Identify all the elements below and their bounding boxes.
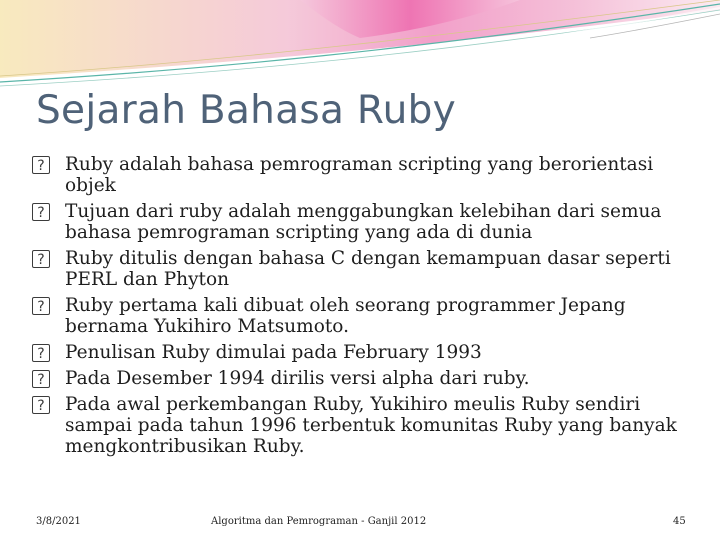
bullet-text: Pada Desember 1994 dirilis versi alpha dari ruby. <box>65 368 530 389</box>
bullet-text: Pada awal perkembangan Ruby, Yukihiro meulis Ruby sendiri sampai pada tahun 1996 terbentuk komunitas Ruby yang banyak mengkontribusikan Ruby. <box>65 394 677 457</box>
unknown-glyph-icon: ? <box>32 370 50 388</box>
bullet-text: Ruby pertama kali dibuat oleh seorang programmer Jepang bernama Yukihiro Matsumoto. <box>65 295 626 337</box>
list-item <box>30 201 700 243</box>
unknown-glyph-icon: ? <box>32 297 50 315</box>
list-item <box>30 154 700 196</box>
unknown-glyph-icon: ? <box>32 156 50 174</box>
bullet-text: Tujuan dari ruby adalah menggabungkan kelebihan dari semua bahasa pemrograman scripting yang ada di dunia <box>65 201 662 243</box>
bullet-list <box>30 154 700 462</box>
footer-course: Algoritma dan Pemrograman - Ganjil 2012 <box>211 516 427 527</box>
unknown-glyph-icon: ? <box>32 250 50 268</box>
page-number: 45 <box>673 516 686 527</box>
list-item <box>30 342 700 363</box>
unknown-glyph-icon: ? <box>32 344 50 362</box>
bullet-text: Penulisan Ruby dimulai pada February 1993 <box>65 342 482 363</box>
list-item <box>30 368 700 389</box>
list-item <box>30 248 700 290</box>
list-item <box>30 295 700 337</box>
slide-title: Sejarah Bahasa Ruby <box>36 88 457 133</box>
decorative-header-band <box>0 0 720 90</box>
bullet-text: Ruby adalah bahasa pemrograman scripting yang berorientasi objek <box>65 154 654 196</box>
bullet-text: Ruby ditulis dengan bahasa C dengan kemampuan dasar seperti PERL dan Phyton <box>65 248 671 290</box>
unknown-glyph-icon: ? <box>32 203 50 221</box>
list-item <box>30 394 700 457</box>
footer-date: 3/8/2021 <box>36 516 81 527</box>
unknown-glyph-icon: ? <box>32 396 50 414</box>
